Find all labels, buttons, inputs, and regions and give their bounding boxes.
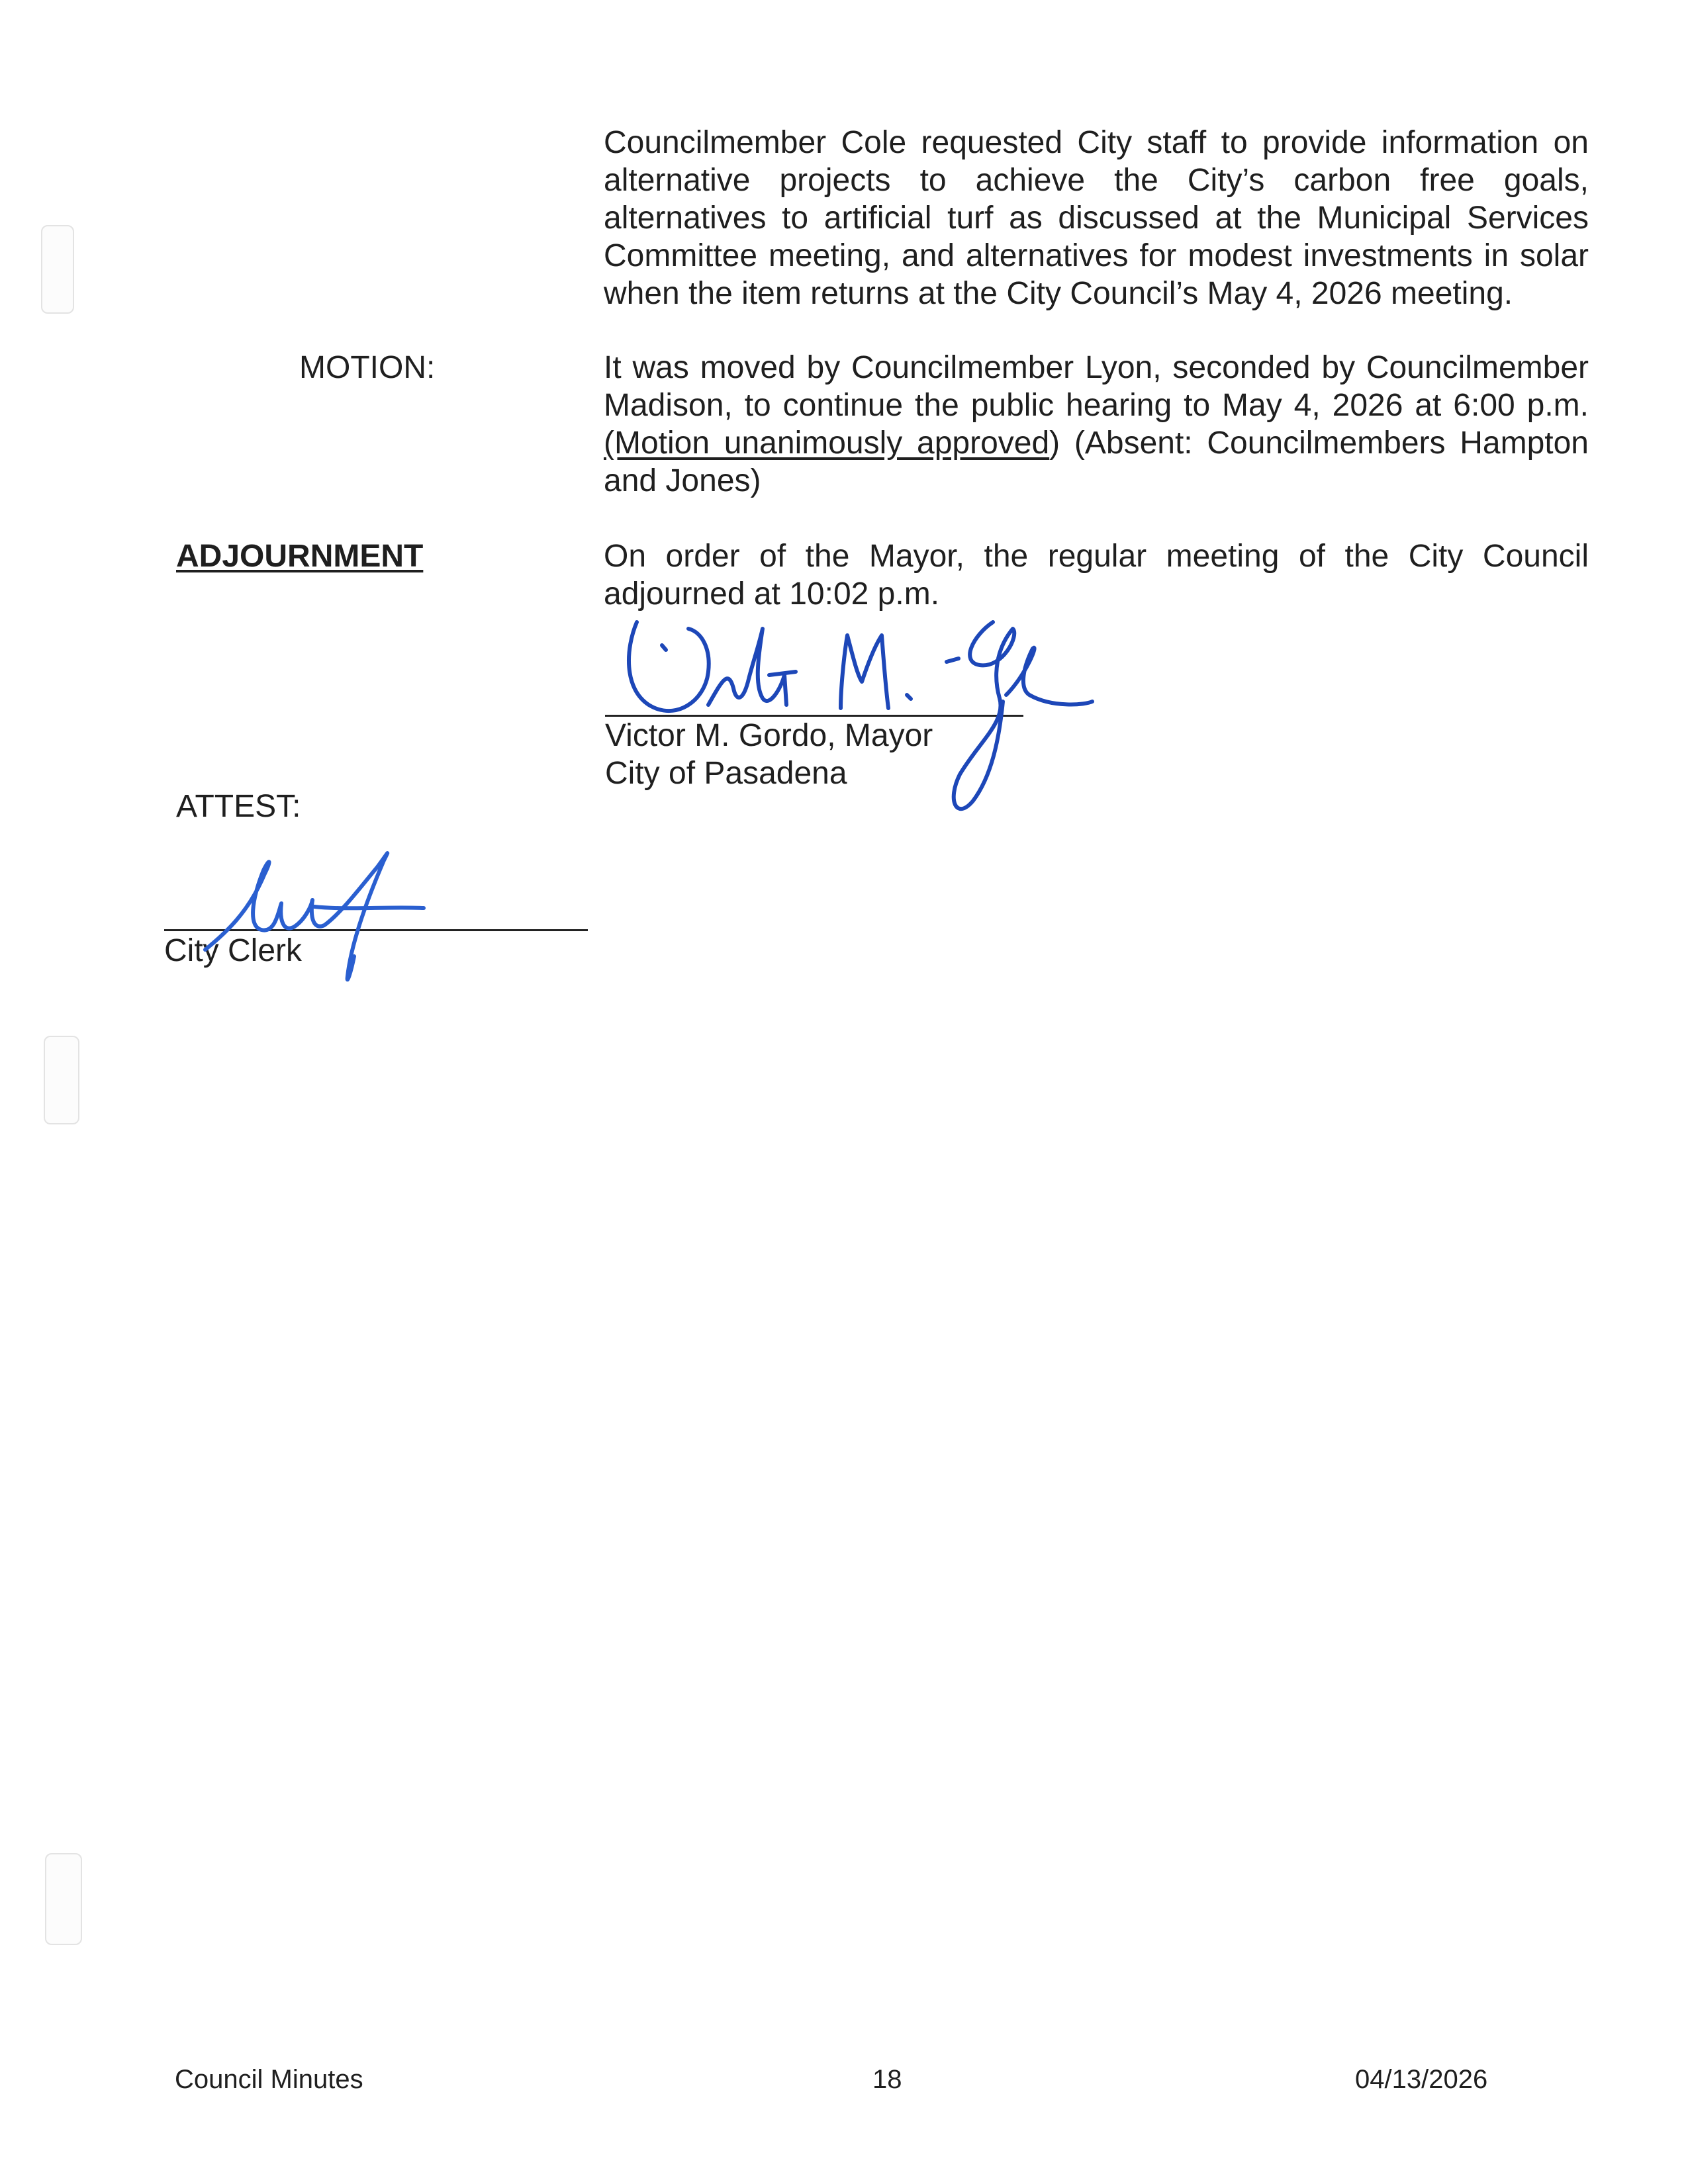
mayor-name-title: Victor M. Gordo, Mayor <box>605 718 933 753</box>
attest-label: ATTEST: <box>176 789 301 824</box>
clerk-signature <box>199 834 437 993</box>
intro-paragraph: Councilmember Cole requested City staff to provide information on alternative projects to achieve the City’s carbon free goals, alternatives to artificial turf as discussed at the Municipal Services Committee meeting, and alternatives for modest investments in solar when the item returns at the City Council’s May 4, 2026 meeting. <box>604 125 1589 311</box>
motion-approved-text: (Motion unanimously approved <box>604 426 1050 461</box>
binder-tab-mark <box>45 1853 82 1945</box>
binder-tab-mark <box>44 1036 79 1124</box>
motion-label: MOTION: <box>299 350 436 385</box>
adjournment-label: ADJOURNMENT <box>176 539 424 574</box>
motion-absent-text: ) (Absent: Councilmembers Hampton and Jones) <box>604 426 1589 498</box>
motion-text: It was moved by Councilmember Lyon, seconded by Councilmember Madison, to continue the public hearing to May 4, 2026 at 6:00 p.m. <box>604 350 1589 423</box>
footer-document-name: Council Minutes <box>175 2065 363 2094</box>
footer-page-number: 18 <box>872 2065 902 2094</box>
clerk-title: City Clerk <box>164 933 303 968</box>
mayor-city: City of Pasadena <box>605 756 847 791</box>
binder-tab-mark <box>41 225 74 314</box>
mayor-signature <box>622 609 1099 827</box>
motion-paragraph <box>604 349 1589 500</box>
adjournment-paragraph: On order of the Mayor, the regular meeting of the City Council adjourned at 10:02 p.m. <box>604 539 1589 612</box>
footer-date: 04/13/2026 <box>1355 2065 1488 2094</box>
